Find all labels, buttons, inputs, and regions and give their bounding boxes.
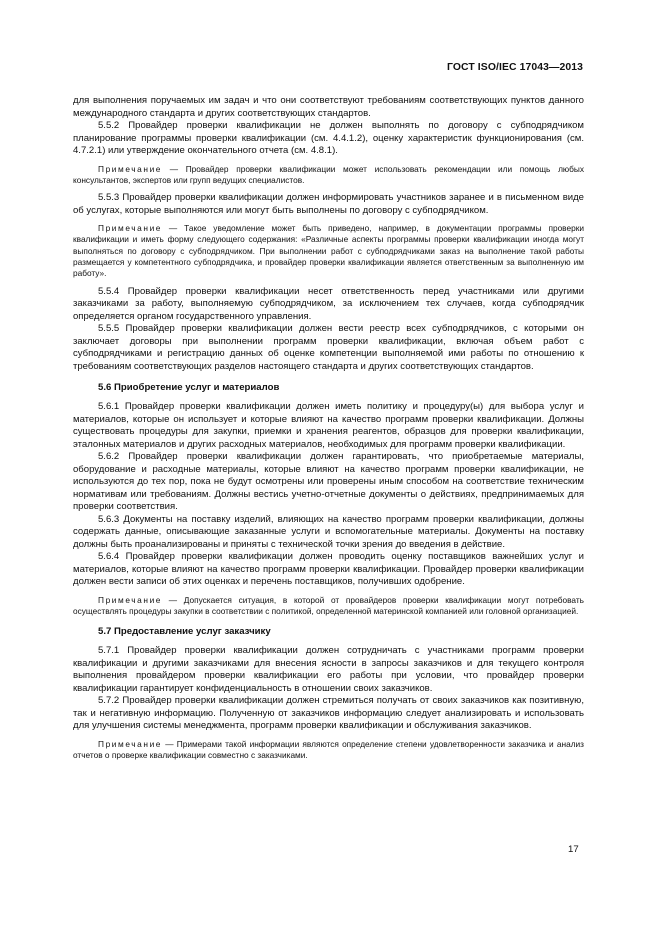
paragraph-5-6-2: 5.6.2 Провайдер проверки квалификации должен гарантировать, что приобретаемые материалы, оборудование и расходные материалы, которые влияют на качество программ проверки квалификации, не используются до тех пор, пока не будут осмотрены или проверены иным способом на соответствие техническим нормативам или требованиям. Должны вестись учетно-отчетные документы о действиях, предпринимаемых для проверки соответствия.: [73, 451, 584, 513]
paragraph-5-6-4: 5.6.4 Провайдер проверки квалификации должен проводить оценку поставщиков важнейших услуг и материалов, которые влияют на качество программ проверки квалификации. Провайдер проверки квалификации должен вести записи об этих оценках и перечень поставщиков, получивших одобрение.: [73, 551, 584, 588]
section-heading-5-7: 5.7 Предоставление услуг заказчику: [98, 626, 271, 638]
paragraph-5-5-5: 5.5.5 Провайдер проверки квалификации должен вести реестр всех субподрядчиков, с которыми он заключает договоры при выполнении программ проверки квалификации, включая объем работ с субподрядчиками и регистрацию данных об оценке компетенции выполняемой ими работы по отношению к требованиям соответствующих разделов настоящего стандарта и других соответствующих стандартов.: [73, 323, 584, 372]
note-label: Примечание: [98, 163, 163, 174]
paragraph-continuation: для выполнения поручаемых им задач и что они соответствуют требованиям соответствующих пунктов данного международного стандарта и других соответствующих стандартов.: [73, 95, 584, 119]
note-dash: —: [162, 594, 184, 605]
note-label: Примечание: [98, 594, 163, 605]
paragraph-5-7-1: 5.7.1 Провайдер проверки квалификации должен сотрудничать с участниками программ проверки квалификации и другими заказчиками для внесения ясности в запросы заказчиков и для текущего контроля выполнения провайдером проверки квалификации его работы при условии, что провайдер проверки квалификации гарантирует конфиденциальность в отношении своих заказчиков.: [73, 645, 584, 694]
note-label: Примечание: [98, 223, 163, 234]
note-text: Примерами такой информации являются определение степени удовлетворенности заказчика и анализ отчетов о проверке квалификации совместно с заказчиками.: [73, 738, 584, 760]
note-2: [73, 223, 584, 279]
document-body: [73, 95, 584, 767]
paragraph-5-6-1: 5.6.1 Провайдер проверки квалификации должен иметь политику и процедуру(ы) для выбора услуг и материалов, которые он использует и которые влияют на качество программ проверки квалификации. Должны существовать процедуры для закупки, приемки и хранения реагентов, образцов для проверки квалификации, эталонных материалов и других расходных материалов, необходимых для программ проверки квалификации.: [73, 401, 584, 450]
paragraph-5-5-3: 5.5.3 Провайдер проверки квалификации должен информировать участников заранее и в письменном виде об услугах, которые выполняются или могут быть выполнены по договору с субподрядчиком.: [73, 192, 584, 216]
page-number: 17: [568, 844, 579, 855]
note-dash: —: [162, 163, 186, 174]
note-text: Допускается ситуация, в которой от провайдеров проверки квалификации могут потребовать осуществлять процедуры закупки в соответствии с политикой, определенной материнской компанией или головной организацией.: [73, 594, 584, 616]
paragraph-5-5-2: 5.5.2 Провайдер проверки квалификации не должен выполнять по договору с субподрядчиком планирование программы проверки квалификации (см. 4.4.1.2), оценку характеристик функционирования (см. 4.7.2.1) или утверждение окончательного отчета (см. 4.8.1).: [73, 120, 584, 156]
note-4: [73, 739, 584, 762]
note-dash: —: [162, 738, 177, 749]
note-text: Такое уведомление может быть приведено, например, в документации программы проверки квалификации и иметь форму следующего содержания: «Различные аспекты программы проверки квалификации иногда могут выполняться по договору с субподрядчиком. При выполнении работ с субподрядчиками заказ на выполнение такой работы размещается у компетентного субподрядчика, и провайдер проверки квалификации является ответственным за выполненную им работу».: [73, 223, 584, 279]
document-code-header: ГОСТ ISO/IEC 17043—2013: [446, 62, 583, 73]
note-dash: —: [162, 223, 185, 234]
section-heading-5-6: 5.6 Приобретение услуг и материалов: [98, 382, 280, 394]
paragraph-5-5-4: 5.5.4 Провайдер проверки квалификации несет ответственность перед участниками или другими заказчиками за работу, выполняемую субподрядчиком, за исключением тех случаев, когда субподрядчик определяется органом государственного управления.: [73, 285, 584, 322]
paragraph-5-7-2: 5.7.2 Провайдер проверки квалификации должен стремиться получать от своих заказчиков как позитивную, так и негативную информацию. Полученную от заказчиков информацию следует анализировать и использовать для улучшения системы менеджмента, программ проверки квалификации и обслуживания заказчиков.: [73, 695, 584, 732]
paragraph-5-6-3: 5.6.3 Документы на поставку изделий, влияющих на качество программ проверки квалификации, должны содержать данные, описывающие заказанные услуги и вспомогательные материалы. Документы на поставку должны быть проанализированы и приняты с технической точки зрения до введения в действие.: [73, 513, 584, 550]
note-text: Провайдер проверки квалификации может использовать рекомендации или помощь любых консультантов, экспертов или групп ведущих специалистов.: [73, 163, 584, 185]
note-label: Примечание: [98, 738, 163, 749]
note-3: [73, 595, 584, 618]
note-1: [73, 164, 584, 187]
